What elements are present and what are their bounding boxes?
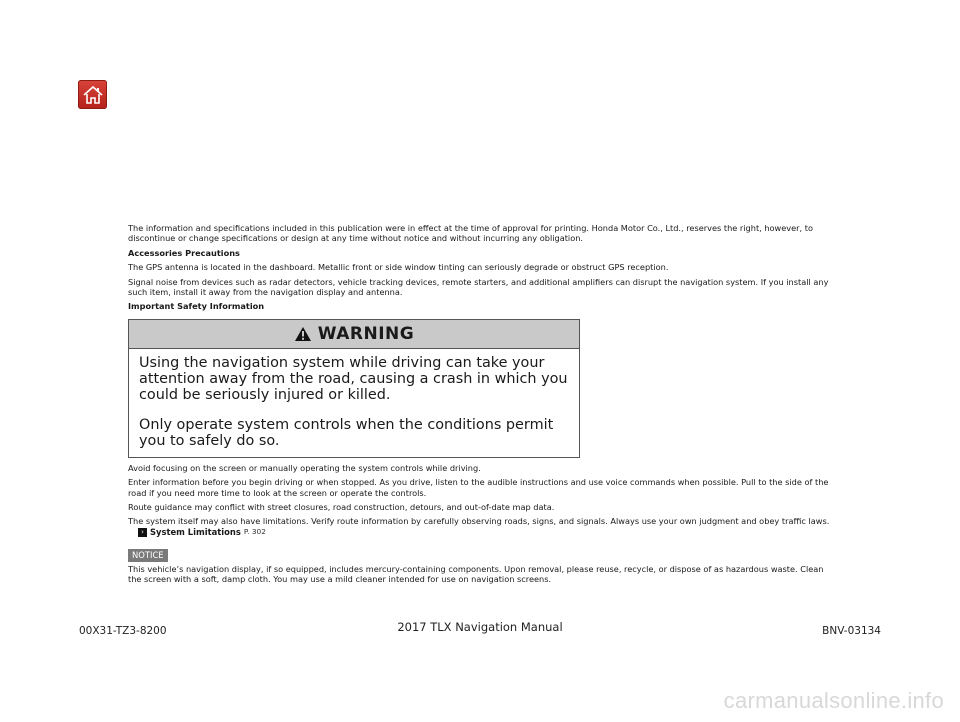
enter-info-paragraph: Enter information before you begin driving or when stopped. As you drive, listen to the audible instructions and use voice commands when possible. Pull to the side of the road if you need more time to look at the screen or operate the controls. [128,477,829,498]
system-limitations-link[interactable] [138,527,834,537]
xref-arrow-icon: › [138,528,147,537]
gps-antenna-paragraph: The GPS antenna is located in the dashboard. Metallic front or side window tinting can seriously degrade or obstruct GPS reception. [128,262,669,273]
footer-document-code: BNV-03134 [822,625,881,637]
notice-paragraph: This vehicle’s navigation display, if so equipped, includes mercury-containing components. Upon removal, please reuse, recycle, or dispose of as hazardous waste. Clean the screen with a soft, damp cloth. You may use a mild cleaner intended for use on navigation screens. [128,563,824,585]
xref-label: System Limitations [150,526,241,537]
warning-body [129,349,579,457]
footer-part-number: 00X31-TZ3-8200 [79,625,167,637]
intro-paragraph: The information and specifications included in this publication were in effect at the time of approval for printing. Honda Motor Co., Ltd., reserves the right, however, to discontinue or change specifications or design at any time without notice and without incurring any obligation. [128,223,813,244]
warning-triangle-icon [294,326,312,342]
avoid-paragraph: Avoid focusing on the screen or manually operating the system controls while driving. [128,462,481,473]
warning-text-2: Only operate system controls when the conditions permit you to safely do so. [139,416,554,449]
accessories-heading: Accessories Precautions [128,247,240,258]
warning-text-1: Using the navigation system while driving can take your attention away from the road, causing a crash in which you could be seriously injured or killed. [139,354,568,403]
xref-page: P. 302 [243,526,266,536]
limitations-paragraph: The system itself may also have limitations. Verify route information by carefully observing roads, signs, and signals. Always use your own judgment and obey traffic laws. [128,516,830,527]
footer-manual-title: 2017 TLX Navigation Manual [397,620,563,634]
signal-noise-paragraph: Signal noise from devices such as radar detectors, vehicle tracking devices, remote starters, and additional amplifiers can disrupt the navigation system. If you install any such item, install it away from the navigation display and antenna. [128,276,829,298]
warning-header [129,320,579,349]
safety-heading: Important Safety Information [128,301,265,312]
home-button[interactable] [78,80,107,109]
notice-badge: NOTICE [128,549,168,561]
route-guidance-paragraph: Route guidance may conflict with street closures, road construction, detours, and out-of-date map data. [128,502,555,513]
page-content [128,223,834,589]
warning-box [128,319,580,458]
home-icon [82,85,104,105]
watermark: carmanualsonline.info [723,688,944,713]
warning-title: WARNING [317,323,415,344]
